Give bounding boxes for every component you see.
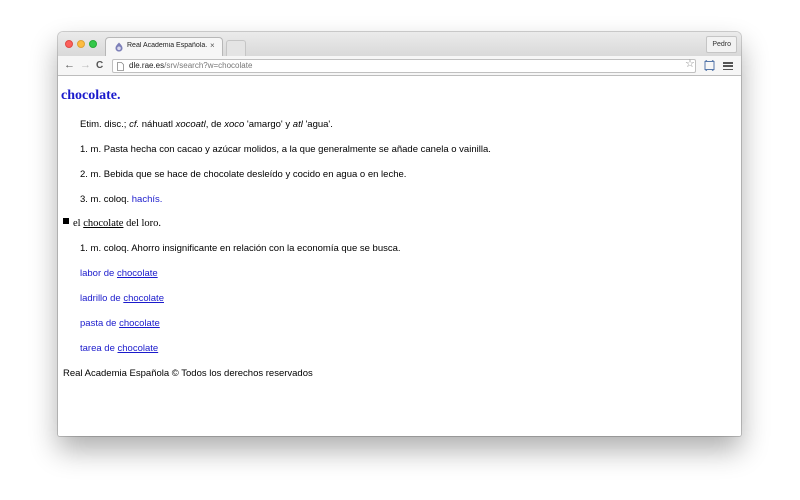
definition-1: 1. m. Pasta hecha con cacao y azúcar molidos, a la que generalmente se añade canela o vainilla. <box>80 144 491 155</box>
definition-3: 3. m. coloq. hachís. <box>80 194 163 205</box>
etymology: Etim. disc.; cf. náhuatl xocoatl, de xoco 'amargo' y atl 'agua'. <box>80 119 333 130</box>
tab-title: Real Academia Española. <box>127 42 207 49</box>
hachis-link[interactable]: hachís. <box>131 194 163 205</box>
definition-2: 2. m. Bebida que se hace de chocolate desleído y cocido en agua o en leche. <box>80 169 407 180</box>
related-link-tarea[interactable]: tarea de chocolate <box>80 343 159 354</box>
minimize-window-button[interactable] <box>77 40 85 48</box>
profile-button[interactable]: Pedro <box>706 36 737 53</box>
page-content <box>58 76 741 436</box>
footer-copyright: Real Academia Española © Todos los derechos reservados <box>63 368 313 379</box>
reload-icon[interactable]: C <box>96 60 104 71</box>
rae-favicon-icon <box>114 42 124 52</box>
url-text: dle.rae.es/srv/search?w=chocolate <box>129 61 253 70</box>
close-window-button[interactable] <box>65 40 73 48</box>
page-icon <box>117 62 124 71</box>
locution: el chocolate del loro. <box>63 218 161 229</box>
bookmark-star-icon[interactable]: ☆ <box>685 58 695 70</box>
title-bar <box>58 32 741 56</box>
back-icon[interactable]: ← <box>64 59 75 71</box>
forward-icon[interactable]: → <box>80 59 91 71</box>
tab-rae[interactable] <box>105 37 223 56</box>
tab-close-icon[interactable]: × <box>210 41 215 50</box>
entry-title: chocolate. <box>61 88 121 103</box>
maximize-window-button[interactable] <box>89 40 97 48</box>
address-bar[interactable] <box>112 59 696 73</box>
new-tab-button[interactable] <box>226 40 246 56</box>
related-link-pasta[interactable]: pasta de chocolate <box>80 318 160 329</box>
related-link-ladrillo[interactable]: ladrillo de chocolate <box>80 293 164 304</box>
browser-toolbar <box>58 56 741 76</box>
bullet-icon <box>63 218 69 224</box>
extension-icon[interactable] <box>704 60 715 71</box>
menu-icon[interactable] <box>723 62 733 70</box>
browser-window <box>58 32 741 436</box>
related-link-labor[interactable]: labor de chocolate <box>80 268 158 279</box>
locution-definition: 1. m. coloq. Ahorro insignificante en relación con la economía que se busca. <box>80 243 401 254</box>
